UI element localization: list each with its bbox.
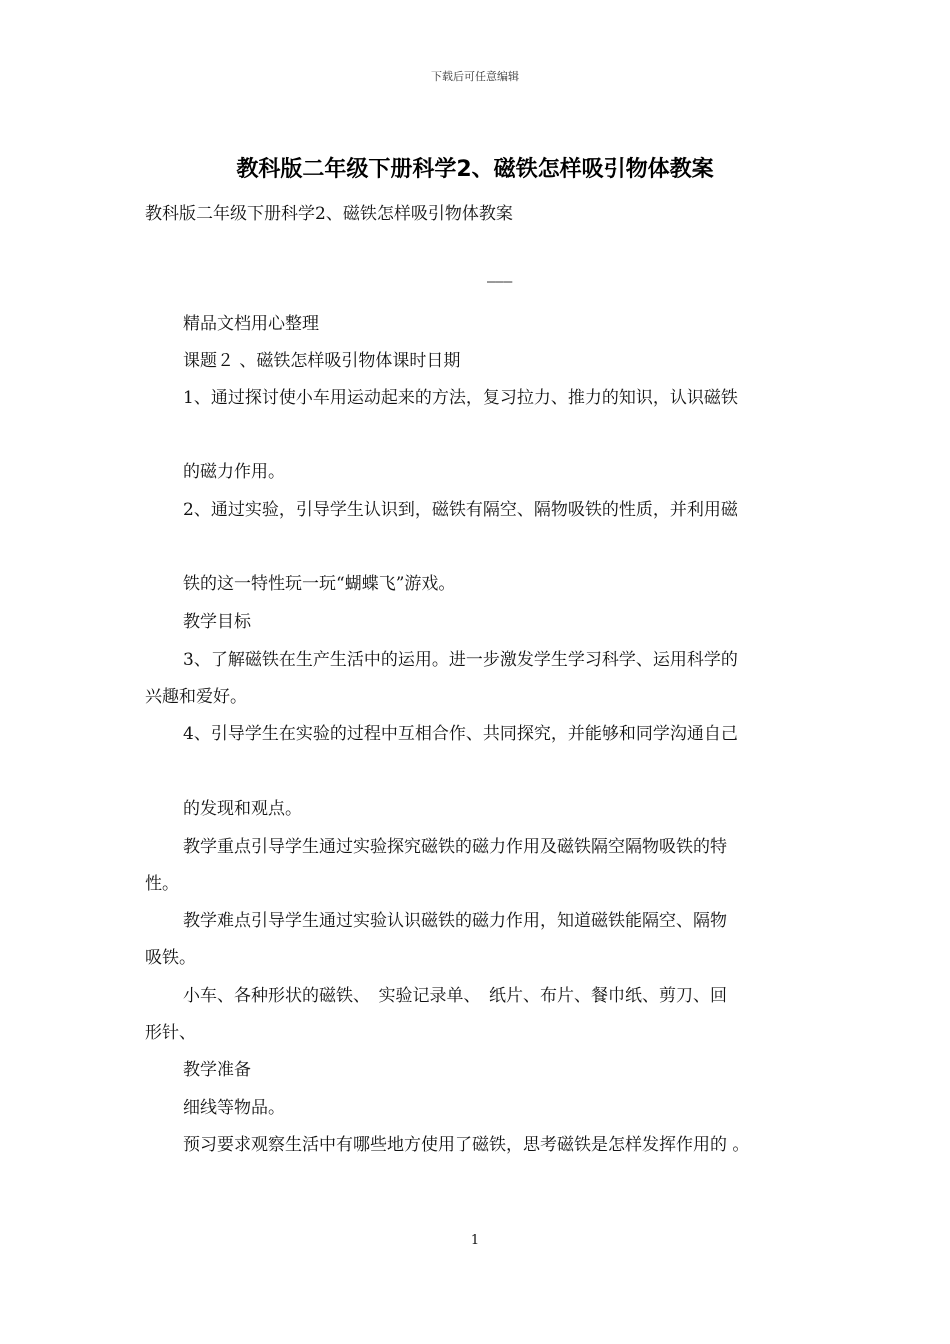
body-line: 细线等物品。 [183,1098,285,1118]
body-line: 预习要求观察生活中有哪些地方使用了磁铁，思考磁铁是怎样发挥作用的 。 [183,1135,750,1155]
body-line: 3、了解磁铁在生产生活中的运用。进一步激发学生学习科学、运用科学的 [183,650,738,670]
body-line: 性。 [145,874,179,894]
body-line: 4、引导学生在实验的过程中互相合作、共同探究，并能够和同学沟通自己 [183,724,738,744]
document-title: 教科版二年级下册科学2、磁铁怎样吸引物体教案 [236,157,714,182]
body-line: 小车、各种形状的磁铁、 实验记录单、 纸片、布片、餐巾纸、剪刀、回 [183,986,727,1006]
divider-mark: ——— [487,274,513,290]
body-line: 教学重点引导学生通过实验探究磁铁的磁力作用及磁铁隔空隔物吸铁的特 [183,837,727,857]
body-line: 精品文档用心整理 [183,314,319,334]
body-line: 铁的这一特性玩一玩“蝴蝶飞”游戏。 [183,574,456,594]
body-line: 2、通过实验，引导学生认识到，磁铁有隔空、隔物吸铁的性质，并利用磁 [183,500,738,520]
body-line: 吸铁。 [145,948,196,968]
body-line: 教学目标 [183,612,251,632]
body-line: 教学难点引导学生通过实验认识磁铁的磁力作用，知道磁铁能隔空、隔物 [183,911,727,931]
page-number: 1 [470,1233,480,1248]
body-line: 的发现和观点。 [183,799,302,819]
body-line: 教学准备 [183,1060,251,1080]
body-line: 1、通过探讨使小车用运动起来的方法，复习拉力、推力的知识，认识磁铁 [183,388,738,408]
page-header-note: 下载后可任意编辑 [431,70,519,83]
body-line: 课题２ 、磁铁怎样吸引物体课时日期 [183,351,461,371]
body-line: 的磁力作用。 [183,462,285,482]
body-line: 形针、 [145,1023,196,1043]
document-subtitle: 教科版二年级下册科学2、磁铁怎样吸引物体教案 [145,204,513,224]
body-line: 兴趣和爱好。 [145,687,247,707]
